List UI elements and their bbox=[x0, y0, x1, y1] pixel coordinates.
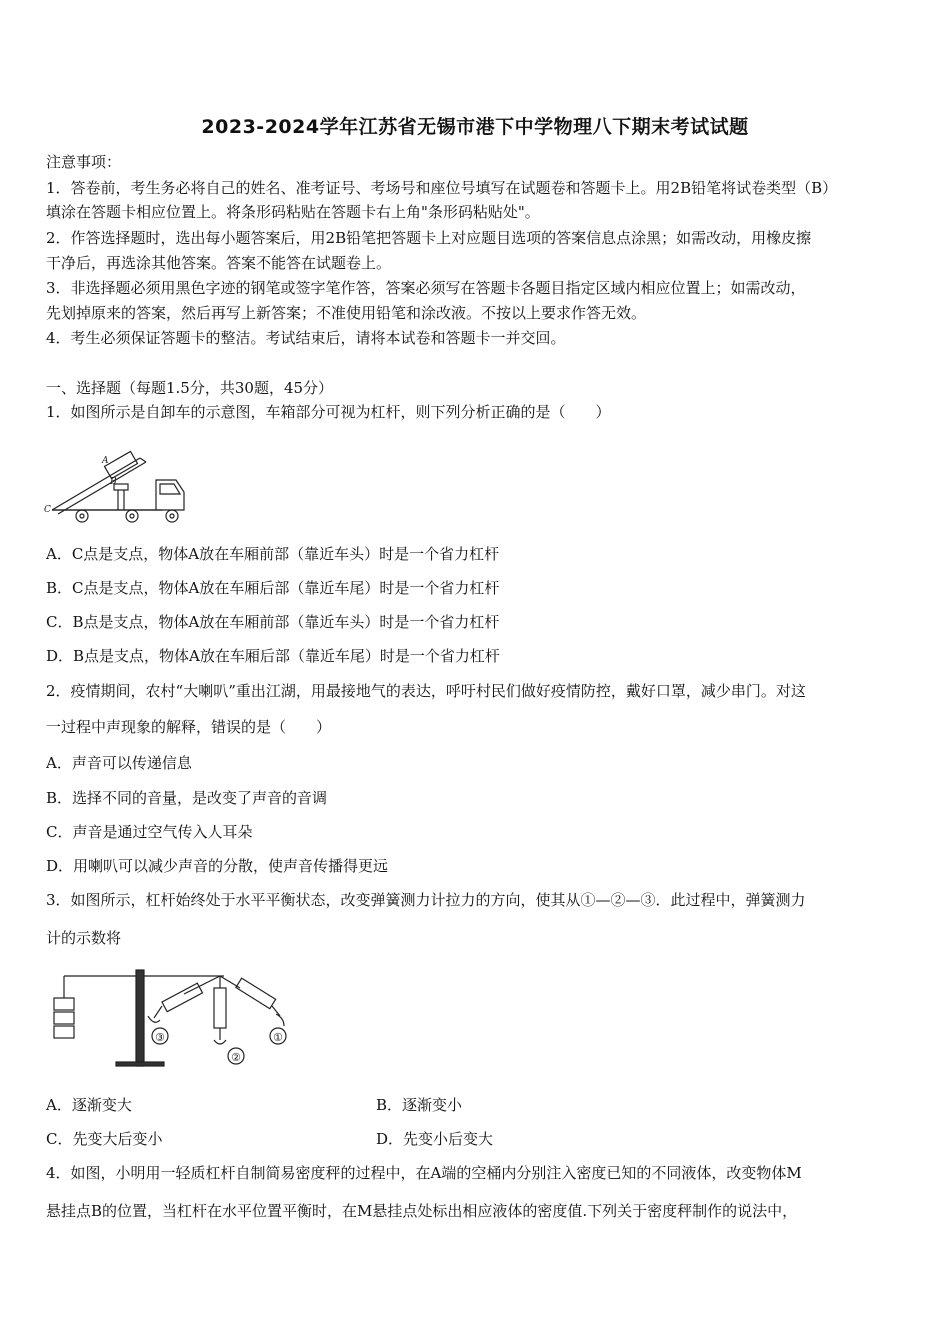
fig-label-one: ① bbox=[273, 1031, 283, 1044]
q3-option-d: D．先变小后变大 bbox=[376, 1130, 494, 1148]
q1-option-d: D．B点是支点，物体A放在车厢后部（靠近车尾）时是一个省力杠杆 bbox=[46, 647, 500, 665]
q3-option-a: A．逐渐变大 bbox=[46, 1096, 132, 1114]
notice-line: 先划掉原来的答案，然后再写上新答案；不准使用铅笔和涂改液。不按以上要求作答无效。 bbox=[46, 304, 647, 322]
fig-label-a: A bbox=[102, 456, 109, 466]
lever-spring-scale-figure bbox=[44, 966, 304, 1070]
q2-stem-line: 一过程中声现象的解释，错误的是（ ） bbox=[46, 718, 332, 736]
q1-option-c: C．B点是支点，物体A放在车厢前部（靠近车头）时是一个省力杠杆 bbox=[46, 613, 500, 631]
q3-stem-line: 3．如图所示，杠杆始终处于水平平衡状态，改变弹簧测力计拉力的方向，使其从①—②—③．此过程中，弹簧测力 bbox=[46, 891, 806, 909]
q1-option-b: B．C点是支点，物体A放在车厢后部（靠近车尾）时是一个省力杠杆 bbox=[46, 579, 500, 597]
q1-option-a: A．C点是支点，物体A放在车厢前部（靠近车头）时是一个省力杠杆 bbox=[46, 545, 500, 563]
notice-line: 1．答卷前，考生务必将自己的姓名、准考证号、考场号和座位号填写在试题卷和答题卡上。用2B铅笔将试卷类型（B） bbox=[46, 179, 838, 197]
notice-line: 干净后，再选涂其他答案。答案不能答在试题卷上。 bbox=[46, 254, 392, 272]
q4-stem-line: 4．如图，小明用一轻质杠杆自制简易密度秤的过程中，在A端的空桶内分别注入密度已知的不同液体，改变物体M bbox=[46, 1164, 802, 1182]
q3-option-c: C．先变大后变小 bbox=[46, 1130, 163, 1148]
q4-stem-line: 悬挂点B的位置，当杠杆在水平位置平衡时，在M悬挂点处标出相应液体的密度值.下列关于密度秤制作的说法中， bbox=[46, 1202, 798, 1220]
q2-option-b: B．选择不同的音量，是改变了声音的音调 bbox=[46, 789, 328, 807]
section-heading: 一、选择题（每题1.5分，共30题，45分） bbox=[46, 379, 334, 397]
q2-option-d: D．用喇叭可以减少声音的分散，使声音传播得更远 bbox=[46, 857, 389, 875]
notice-heading: 注意事项： bbox=[46, 153, 122, 171]
q3-stem-line: 计的示数将 bbox=[46, 929, 122, 947]
q2-option-c: C．声音是通过空气传入人耳朵 bbox=[46, 823, 253, 841]
page-title: 2023-2024学年江苏省无锡市港下中学物理八下期末考试试题 bbox=[201, 116, 749, 138]
fig-label-two: ② bbox=[231, 1051, 241, 1064]
notice-line: 2．作答选择题时，选出每小题答案后，用2B铅笔把答题卡上对应题目选项的答案信息点涂黑；如需改动，用橡皮擦 bbox=[46, 229, 812, 247]
fig-label-b: B bbox=[110, 477, 117, 487]
q2-option-a: A．声音可以传递信息 bbox=[46, 754, 192, 772]
q2-stem-line: 2．疫情期间，农村“大喇叭”重出江湖，用最接地气的表达，呼吁村民们做好疫情防控，戴好口罩，减少串门。对这 bbox=[46, 682, 806, 700]
q1-stem: 1．如图所示是自卸车的示意图，车箱部分可视为杠杆，则下列分析正确的是（ ） bbox=[46, 403, 611, 421]
notice-line: 3．非选择题必须用黑色字迹的钢笔或签字笔作答，答案必须写在答题卡各题目指定区域内相应位置上；如需改动， bbox=[46, 279, 806, 297]
notice-line: 填涂在答题卡相应位置上。将条形码粘贴在答题卡右上角"条形码粘贴处"。 bbox=[46, 203, 540, 221]
notice-line: 4．考生必须保证答题卡的整洁。考试结束后，请将本试卷和答题卡一并交回。 bbox=[46, 329, 566, 347]
dump-truck-figure bbox=[44, 446, 194, 526]
q3-option-b: B．逐渐变小 bbox=[376, 1096, 463, 1114]
fig-label-c: C bbox=[44, 505, 51, 515]
fig-label-three: ③ bbox=[155, 1031, 165, 1044]
